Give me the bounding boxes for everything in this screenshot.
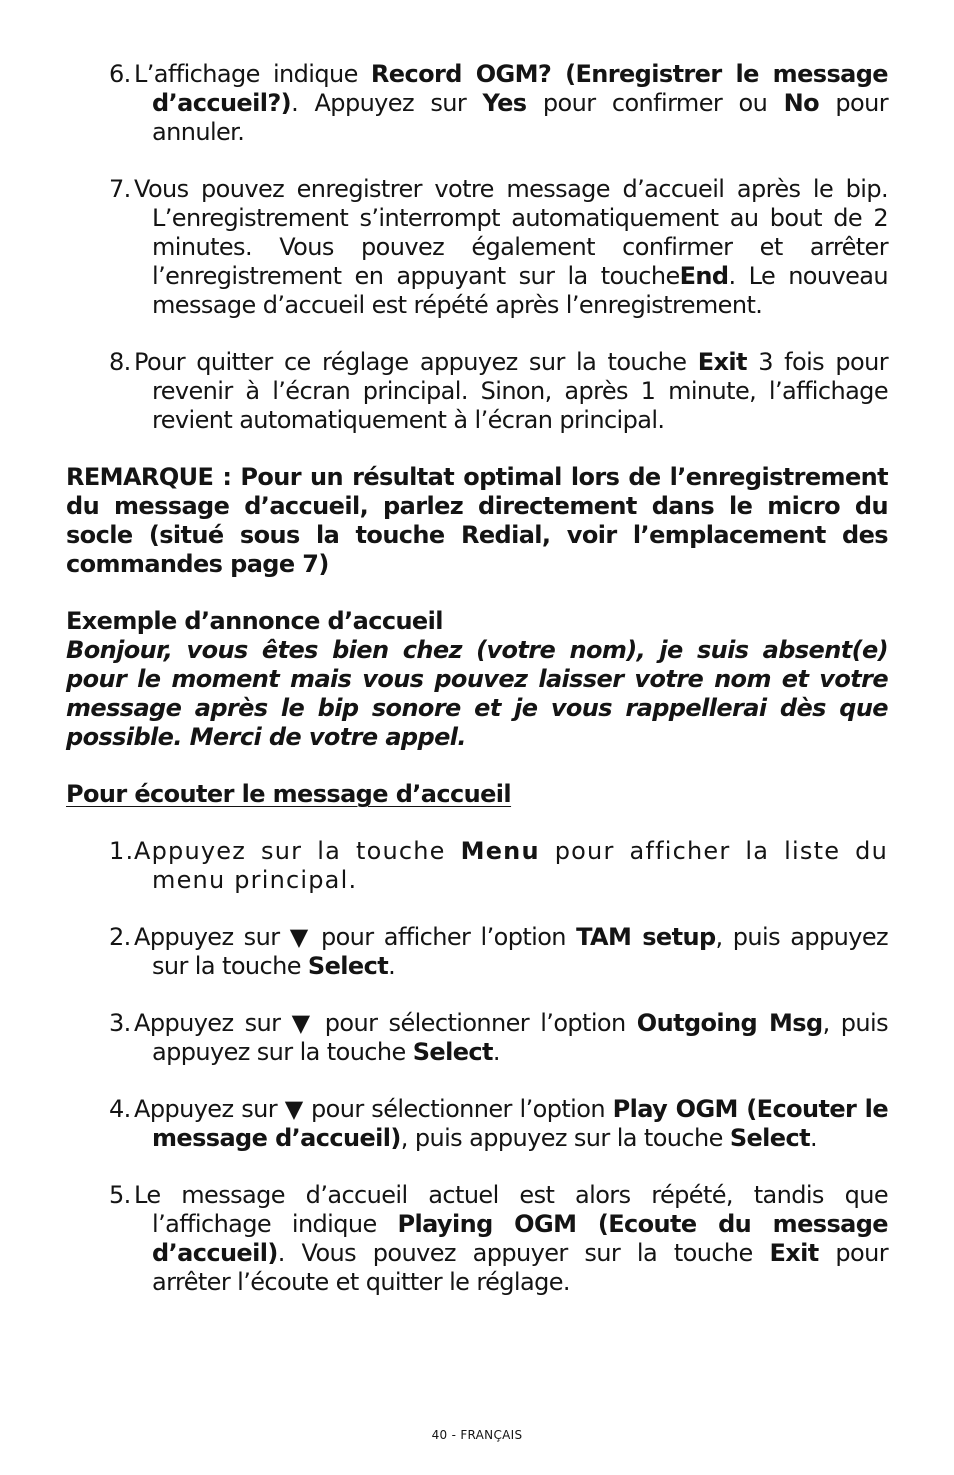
step-item [66,1095,888,1153]
step-item [66,837,888,895]
step-text-bold: Record OGM? (Enregistrer le message d’accueil?) [152,60,888,117]
step-text-part: 3 fois pour revenir à l’écran principal. Sinon, après 1 minute, l’affichage revient automatiquement à l’écran principal. [152,348,888,434]
step-number: 5. [109,1181,131,1209]
step-text-part: . Le nouveau message d’accueil est répété après l’enregistrement. [152,262,888,319]
step-number: 6. [109,60,131,88]
step-text-part: , puis appuyez sur la touche [152,1009,888,1066]
step-text-part: . [492,1038,500,1066]
step-text-part: Pour quitter ce réglage appuyez sur la touche [134,348,698,376]
step-text-part: Appuyez sur ▼ pour afficher l’option [134,923,577,951]
step-text-part: pour confirmer ou [526,89,784,117]
example-greeting-text: Bonjour, vous êtes bien chez (votre nom), je suis absent(e) pour le moment mais vous pouvez laisser votre nom et votre message après le bip sonore et je vous rappellerai dès que possible. Merci de votre appel. [66,636,888,751]
step-item [66,1181,888,1297]
step-item [66,923,888,981]
step-text-bold: Outgoing Msg [636,1009,823,1037]
manual-page [66,60,888,1325]
page-footer: 40 - FRANÇAIS [431,1428,523,1442]
example-title: Exemple d’annonce d’accueil [66,607,443,635]
step-item [66,60,888,147]
step-number: 2. [109,923,131,951]
step-text-part: Appuyez sur ▼ pour sélectionner l’option [134,1009,637,1037]
step-text-bold: End [679,262,729,290]
step-text-bold: No [783,89,819,117]
step-text-bold: Exit [697,348,747,376]
step-item [66,175,888,320]
step-number: 1. [109,837,135,865]
step-text-bold: TAM setup [576,923,716,951]
step-text-part: , puis appuyez sur la touche [152,923,888,980]
step-text-part: Appuyez sur la touche [134,837,461,865]
remark-note: REMARQUE : Pour un résultat optimal lors de l’enregistrement du message d’accueil, parlez directement dans le micro du socle (situé sous la touche Redial, voir l’emplacement des commandes page 7) [66,463,888,578]
step-text-part: pour afficher la liste du menu principal. [152,837,889,894]
step-text-part: pour annuler. [152,89,888,146]
step-text [134,1009,888,1067]
step-number: 8. [109,348,131,376]
step-text-bold: Yes [482,89,527,117]
step-text [134,348,888,435]
step-text [134,837,889,895]
step-text-part: . Appuyez sur [291,89,483,117]
step-text-part: L’affichage indique [134,60,371,88]
step-text-part: pour arrêter l’écoute et quitter le réglage. [152,1239,888,1296]
listen-steps-list [66,837,888,1297]
step-text-part: , puis appuyez sur la touche [400,1124,730,1152]
step-text-part: Vous pouvez enregistrer votre message d’accueil après le bip. L’enregistrement s’interrompt automatiquement au bout de 2 minutes. Vous pouvez également confirmer et arrêter l’enregistrement en appuyant sur la touche [134,175,888,290]
listen-section-title: Pour écouter le message d’accueil [66,780,512,808]
step-text [134,923,888,981]
step-text-part: . Vous pouvez appuyer sur la touche [277,1239,770,1267]
step-number: 4. [109,1095,131,1123]
step-number: 7. [109,175,131,203]
step-item [66,1009,888,1067]
step-text [134,1181,888,1297]
step-text [134,1095,888,1153]
step-text-bold: Exit [769,1239,819,1267]
step-text-bold: Play OGM (Ecouter le message d’accueil) [152,1095,888,1152]
step-text-part: Appuyez sur ▼ pour sélectionner l’option [134,1095,613,1123]
step-text-bold: Select [307,952,389,980]
step-text-bold: Playing OGM (Ecoute du message d’accueil) [152,1210,888,1267]
step-text-part: . [388,952,396,980]
record-steps-list [66,60,888,435]
step-text-part: Le message d’accueil actuel est alors répété, tandis que l’affichage indique [134,1181,888,1238]
step-text-bold: Menu [460,837,540,865]
step-text [134,175,888,320]
step-number: 3. [109,1009,131,1037]
step-text-bold: Select [412,1038,493,1066]
step-text [134,60,888,147]
step-text-part: . [809,1124,818,1152]
step-text-bold: Select [729,1124,810,1152]
step-item [66,348,888,435]
